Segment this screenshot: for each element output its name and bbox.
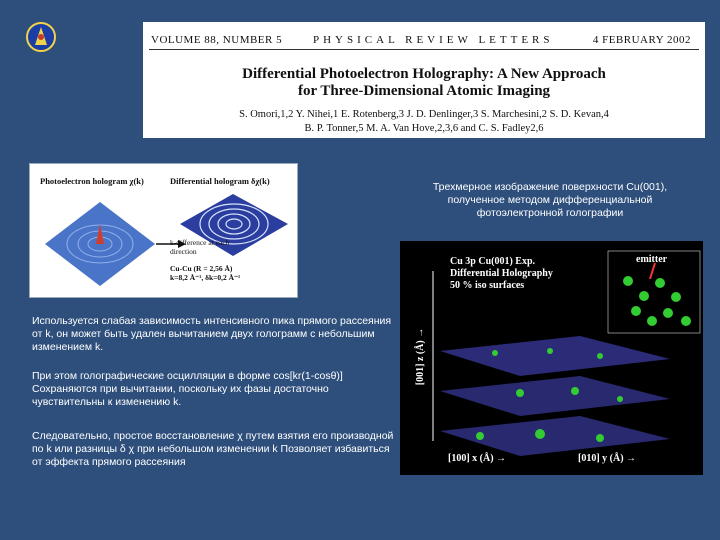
holography-3d-figure xyxy=(400,241,703,475)
holo3d-title xyxy=(450,256,553,292)
paper-header xyxy=(143,22,705,138)
paper-title-line2: for Three-Dimensional Atomic Imaging xyxy=(297,83,551,99)
institution-logo xyxy=(26,22,56,52)
hologram-figure xyxy=(29,163,298,298)
hologram-label-left: Photoelectron hologram χ(k) xyxy=(40,176,144,186)
y-axis-label: [010] y (Å) → xyxy=(578,453,637,464)
paper-title-line1: Differential Photoelectron Holography: A New Approach xyxy=(242,66,606,82)
figure-caption: Трехмерное изображение поверхности Cu(001), полученное методом дифференциальной фотоэлектронной голографии xyxy=(432,181,668,219)
x-axis-label: [100] x (Å) → xyxy=(448,453,507,464)
paper-journal: PHYSICAL REVIEW LETTERS xyxy=(313,34,554,46)
paragraph-3: Следовательно, простое восстановление χ путем взятия его производной по k или разницы δ χ при небольшом изменении k Позволяет избавиться от эффекта прямого рассеяния xyxy=(32,430,394,468)
holo3d-title-line3: 50 % iso surfaces xyxy=(450,280,525,291)
holo3d-title-line1: Cu 3p Cu(001) Exp. xyxy=(450,256,536,267)
z-axis-label: [001] z (Å) → xyxy=(415,327,427,386)
paper-volume: VOLUME 88, NUMBER 5 xyxy=(151,34,283,46)
holo3d-title-line2: Differential Holography xyxy=(450,268,553,279)
paper-authors-line2: B. P. Tonner,5 M. A. Van Hove,2,3,6 and C. S. Fadley2,6 xyxy=(304,123,544,134)
paragraph-2: При этом голографические осцилляции в форме cos[kr(1-cosθ)] Сохраняются при вычитании, поскольку их фазы достаточно чувствительны к изменению k. xyxy=(32,370,343,408)
paragraph-1: Используется слабая зависимость интенсивного пика прямого рассеяния от k, он может быть удален вычитанием двух голограмм с небольшим изменением k. xyxy=(32,315,392,353)
hologram-params xyxy=(170,264,250,282)
paper-date: 4 FEBRUARY 2002 xyxy=(592,34,691,46)
paper-title xyxy=(143,66,705,100)
params-line2: k=8,2 Å⁻¹, δk=0,2 Å⁻¹ xyxy=(170,273,241,282)
k-difference-annotation: k-difference at each direction xyxy=(170,238,230,256)
emitter-label: emitter xyxy=(636,254,668,265)
hologram-label-right: Differential hologram δχ(k) xyxy=(170,176,270,186)
surface-layer-middle xyxy=(440,376,670,416)
surface-layer-top xyxy=(440,336,670,376)
surface-layer-bottom xyxy=(440,416,670,456)
params-line1: Cu-Cu (R = 2,56 Å) xyxy=(170,264,233,273)
paper-authors xyxy=(143,108,705,136)
paper-authors-line1: S. Omori,1,2 Y. Nihei,1 E. Rotenberg,3 J. D. Denlinger,3 S. Marchesini,2 S. D. Kevan,4 xyxy=(239,109,609,120)
header-rule xyxy=(149,49,699,50)
